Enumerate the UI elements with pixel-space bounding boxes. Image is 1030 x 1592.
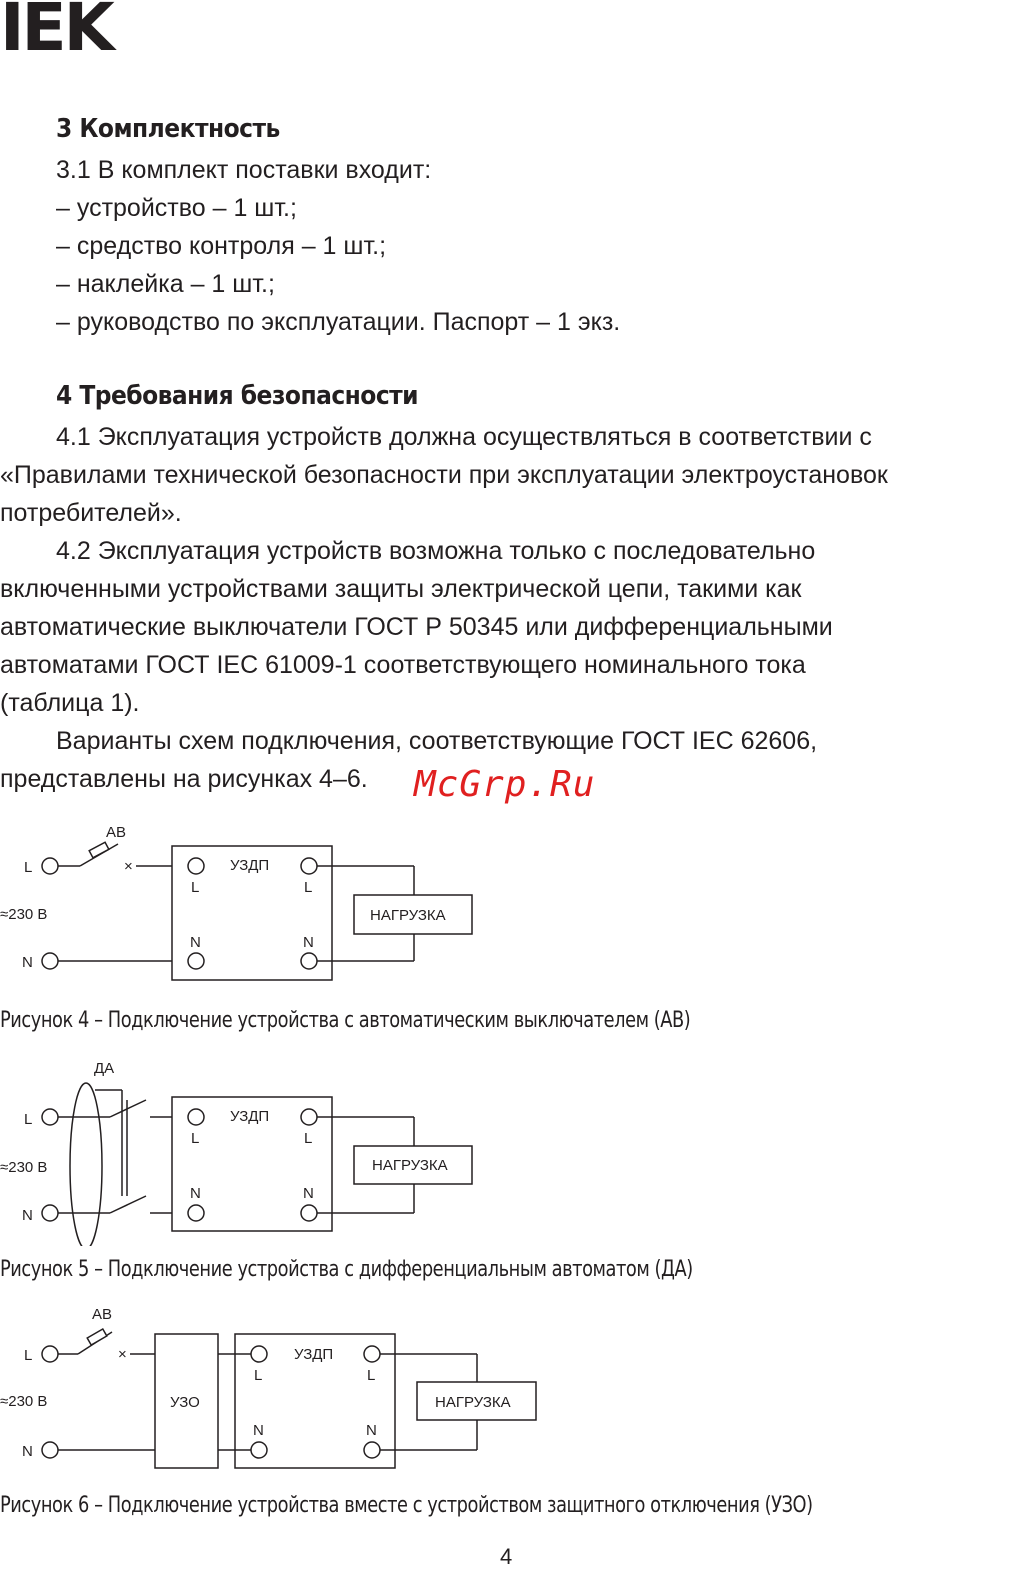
figure-5-diagram	[0, 1056, 500, 1246]
fig6-uzdp-l-out: L	[367, 1367, 376, 1384]
watermark: McGrp.Ru	[414, 764, 596, 805]
iek-logo: IEK	[0, 0, 112, 66]
fig5-breaker-label: ДА	[94, 1060, 115, 1077]
figure-4-caption: Рисунок 4 – Подключение устройства с автоматическим выключателем (АВ)	[0, 1008, 691, 1033]
section-4-line: представлены на рисунках 4–6.	[0, 765, 368, 793]
fig4-uzdp-l-in: L	[191, 879, 200, 896]
fig5-uzdp-l-in: L	[191, 1130, 200, 1147]
fig4-uzdp-l-out: L	[304, 879, 313, 896]
figure-6-diagram	[0, 1300, 560, 1480]
fig4-l-terminal	[42, 858, 58, 874]
fig6-rcd-label: УЗО	[170, 1394, 200, 1411]
figure-6-caption: Рисунок 6 – Подключение устройства вместе с устройством защитного отключения (УЗО)	[0, 1493, 813, 1518]
fig6-uzdp-l-in: L	[254, 1367, 263, 1384]
fig5-l-input-label: L	[24, 1111, 33, 1128]
section-4-title: 4 Требования безопасности	[56, 381, 419, 411]
fig4-load-label: НАГРУЗКА	[370, 907, 446, 924]
svg-text:×: ×	[118, 1346, 127, 1363]
fig6-uzdp-label: УЗДП	[294, 1346, 334, 1363]
fig4-n-terminal	[42, 953, 58, 969]
figure-5-caption: Рисунок 5 – Подключение устройства с дифференциальным автоматом (ДА)	[0, 1257, 693, 1282]
fig4-breaker-label: АВ	[106, 824, 127, 841]
fig6-uzdp-n-out: N	[366, 1422, 377, 1439]
fig4-n-input-label: N	[22, 954, 33, 971]
fig5-uzdp-n-out: N	[303, 1185, 314, 1202]
section-3-line: – руководство по эксплуатации. Паспорт – 1 экз.	[56, 308, 621, 336]
fig5-load-label: НАГРУЗКА	[372, 1157, 448, 1174]
section-3-line: – наклейка – 1 шт.;	[56, 270, 275, 298]
section-4-line: потребителей».	[0, 499, 182, 527]
fig5-n-input-label: N	[22, 1207, 33, 1224]
section-4-line: Варианты схем подключения, соответствующие ГОСТ IEC 62606,	[56, 727, 818, 755]
section-3-line: – устройство – 1 шт.;	[56, 194, 297, 222]
section-4-line: включенными устройствами защиты электрической цепи, такими как	[0, 575, 802, 603]
fig6-n-input-label: N	[22, 1443, 33, 1460]
section-4-line: 4.1 Эксплуатация устройств должна осуществляться в соответствии с	[56, 423, 872, 451]
section-4-line: автоматические выключатели ГОСТ Р 50345 или дифференциальными	[0, 613, 833, 641]
page-number: 4	[500, 1544, 513, 1569]
fig6-breaker-label: АВ	[92, 1306, 113, 1323]
fig4-uzdp-n-out: N	[303, 934, 314, 951]
section-4-line: автоматами ГОСТ IEC 61009-1 соответствующего номинального тока	[0, 651, 806, 679]
fig5-uzdp-label: УЗДП	[230, 1108, 270, 1125]
fig4-l-input-label: L	[24, 859, 33, 876]
fig5-rcd-coil	[70, 1083, 102, 1246]
fig6-voltage-label: ≈230 В	[0, 1393, 48, 1410]
section-4-line: «Правилами технической безопасности при эксплуатации электроустановок	[0, 461, 888, 489]
fig4-uzdp-n-in: N	[190, 934, 201, 951]
section-3-line: 3.1 В комплект поставки входит:	[56, 156, 432, 184]
fig4-breaker-x: ×	[124, 858, 133, 875]
fig6-uzdp-n-in: N	[253, 1422, 264, 1439]
section-4-line: (таблица 1).	[0, 689, 140, 717]
fig4-voltage-label: ≈230 В	[0, 906, 48, 923]
fig4-uzdp-label: УЗДП	[230, 857, 270, 874]
section-3-title: 3 Комплектность	[56, 114, 280, 144]
fig5-voltage-label: ≈230 В	[0, 1159, 48, 1176]
fig6-load-label: НАГРУЗКА	[435, 1394, 511, 1411]
figure-4-diagram	[0, 810, 500, 990]
fig5-uzdp-n-in: N	[190, 1185, 201, 1202]
section-4-line: 4.2 Эксплуатация устройств возможна только с последовательно	[56, 537, 816, 565]
fig6-l-input-label: L	[24, 1347, 33, 1364]
fig5-uzdp-l-out: L	[304, 1130, 313, 1147]
section-3-line: – средство контроля – 1 шт.;	[56, 232, 387, 260]
